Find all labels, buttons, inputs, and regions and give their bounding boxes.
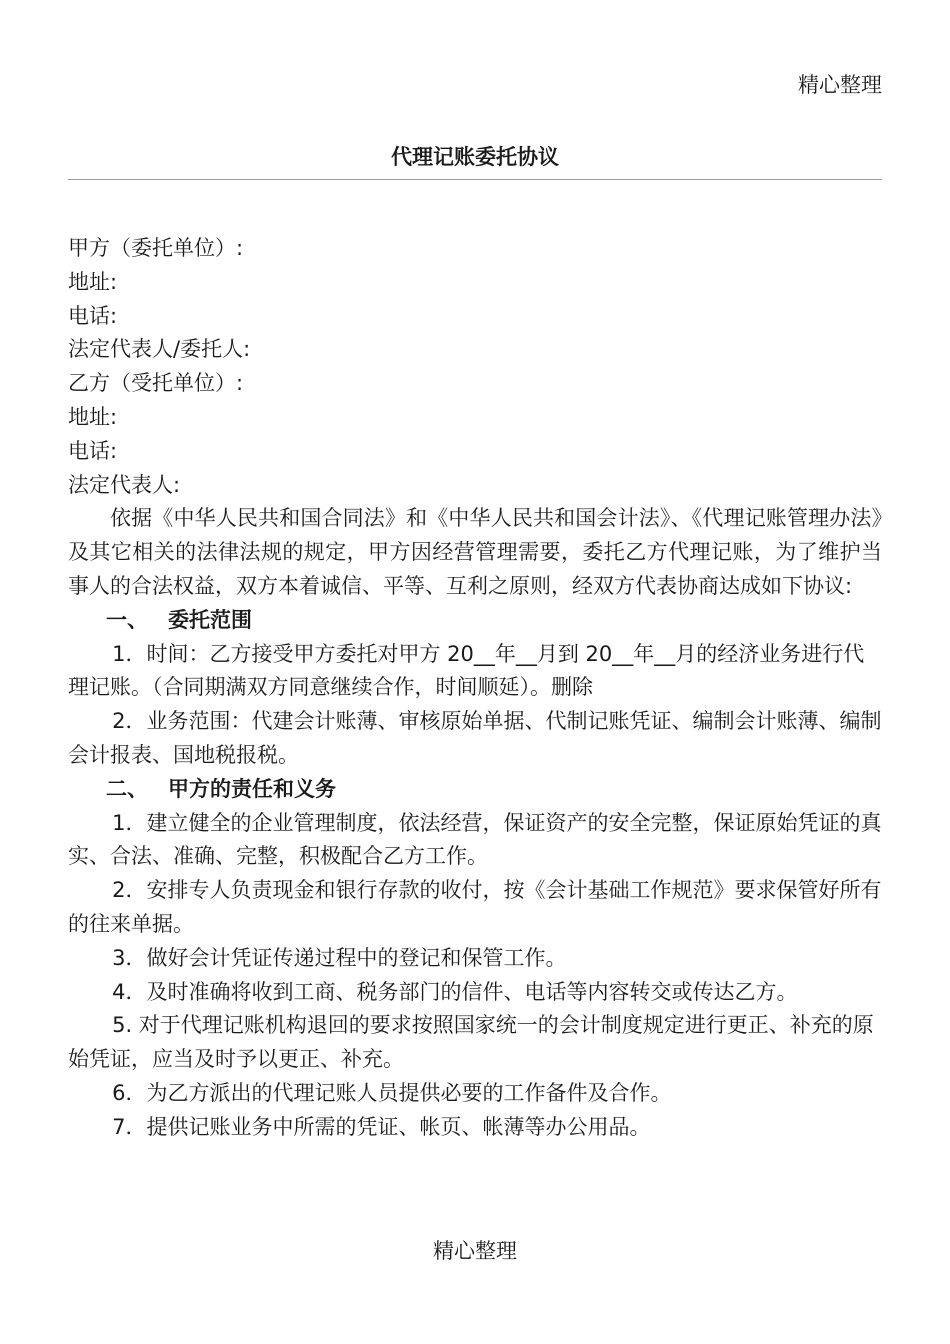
section-number: 二、	[106, 776, 148, 801]
clause-item: 1．建立健全的企业管理制度，依法经营，保证资产的安全完整，保证原始凭证的真实、合法、准确、完整，积极配合乙方工作。	[68, 810, 882, 869]
clause-item: 2．业务范围：代建会计账薄、审核原始单据、代制记账凭证、编制会计账薄、编制会计报表、国地税报税。	[68, 709, 882, 767]
section-heading-scope	[68, 604, 882, 638]
title-divider	[68, 179, 882, 180]
party-b-label: 乙方（受托单位）:	[68, 371, 244, 396]
intro-paragraph: 依据《中华人民共和国合同法》和《中华人民共和国会计法》、《代理记账管理办法》及其它相关的法律法规的规定，甲方因经营管理需要，委托乙方代理记账，为了维护当事人的合法权益，双方本着诚信、平等、互利之原则，经双方代表协商达成如下协议:	[68, 506, 882, 598]
clause-item: 1．时间：乙方接受甲方委托对甲方 20__年__月到 20__年__月的经济业务进行代理记账。（合同期满双方同意继续合作，时间顺延）。删除	[68, 641, 865, 700]
clause-item: 6．为乙方派出的代理记账人员提供必要的工作备件及合作。	[112, 1080, 672, 1105]
section-heading-party-a-duties	[68, 773, 882, 807]
party-a-address-label: 地址:	[68, 269, 118, 294]
section-number: 一、	[106, 607, 148, 632]
party-b-phone-label: 电话:	[68, 438, 118, 463]
section-title: 委托范围	[168, 607, 252, 632]
header-note: 精心整理	[798, 73, 882, 97]
clause-item: 7．提供记账业务中所需的凭证、帐页、帐薄等办公用品。	[112, 1114, 651, 1139]
section-title: 甲方的责任和义务	[168, 776, 336, 801]
party-a-phone-label: 电话:	[68, 303, 118, 328]
document-title: 代理记账委托协议	[391, 145, 559, 169]
party-b-address-label: 地址:	[68, 404, 118, 429]
clause-item: 2．安排专人负责现金和银行存款的收付，按《会计基础工作规范》要求保管好所有的往来单据。	[68, 878, 882, 936]
document-body	[68, 232, 882, 1145]
footer-note: 精心整理	[433, 1239, 517, 1263]
clause-item: 4．及时准确将收到工商、税务部门的信件、电话等内容转交或传达乙方。	[112, 979, 798, 1004]
clause-item: 5. 对于代理记账机构退回的要求按照国家统一的会计制度规定进行更正、补充的原始凭证，应当及时予以更正、补充。	[68, 1013, 874, 1072]
party-b-representative-label: 法定代表人:	[68, 472, 181, 497]
clause-item: 3．做好会计凭证传递过程中的登记和保管工作。	[112, 945, 567, 970]
party-a-representative-label: 法定代表人/委托人:	[68, 337, 251, 362]
party-a-label: 甲方（委托单位）:	[68, 236, 244, 260]
